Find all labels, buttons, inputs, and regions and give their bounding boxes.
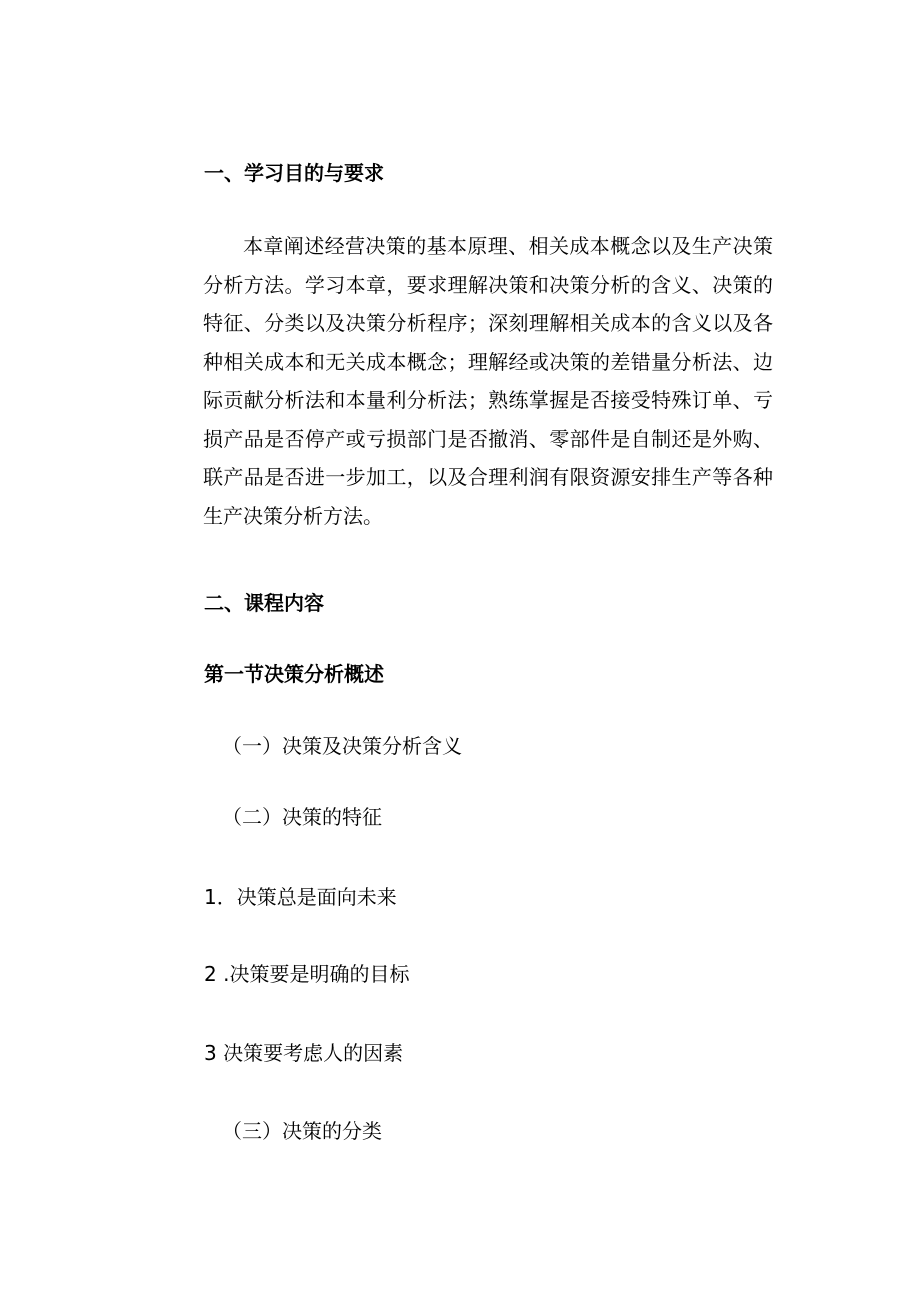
section-heading-objectives: 一、学习目的与要求 xyxy=(204,161,384,185)
section-heading-course-content: 二、课程内容 xyxy=(204,591,324,615)
outline-item: （一）决策及决策分析含义 xyxy=(222,734,462,758)
objectives-paragraph: 本章阐述经营决策的基本原理、相关成本概念以及生产决策分析方法。学习本章，要求理解决策和决策分析的含义、决策的特征、分类以及决策分析程序；深刻理解相关成本的含义以及各种相关成本和无关成本概念；理解经或决策的差错量分析法、边际贡献分析法和本量利分析法；熟练掌握是否接受特殊订单、亏损产品是否停产或亏损部门是否撤消、零部件是自制还是外购、联产品是否进一步加工，以及合理利润有限资源安排生产等各种生产决策分析方法。 xyxy=(203,234,773,528)
outline-item: （二）决策的特征 xyxy=(222,805,382,829)
outline-item: 1．决策总是面向未来 xyxy=(204,885,397,909)
outline-item: 3 决策要考虑人的因素 xyxy=(204,1041,404,1065)
outline-item: 2 .决策要是明确的目标 xyxy=(204,962,410,986)
chapter-title: 第一节决策分析概述 xyxy=(204,662,384,686)
outline-item: （三）决策的分类 xyxy=(222,1119,382,1143)
